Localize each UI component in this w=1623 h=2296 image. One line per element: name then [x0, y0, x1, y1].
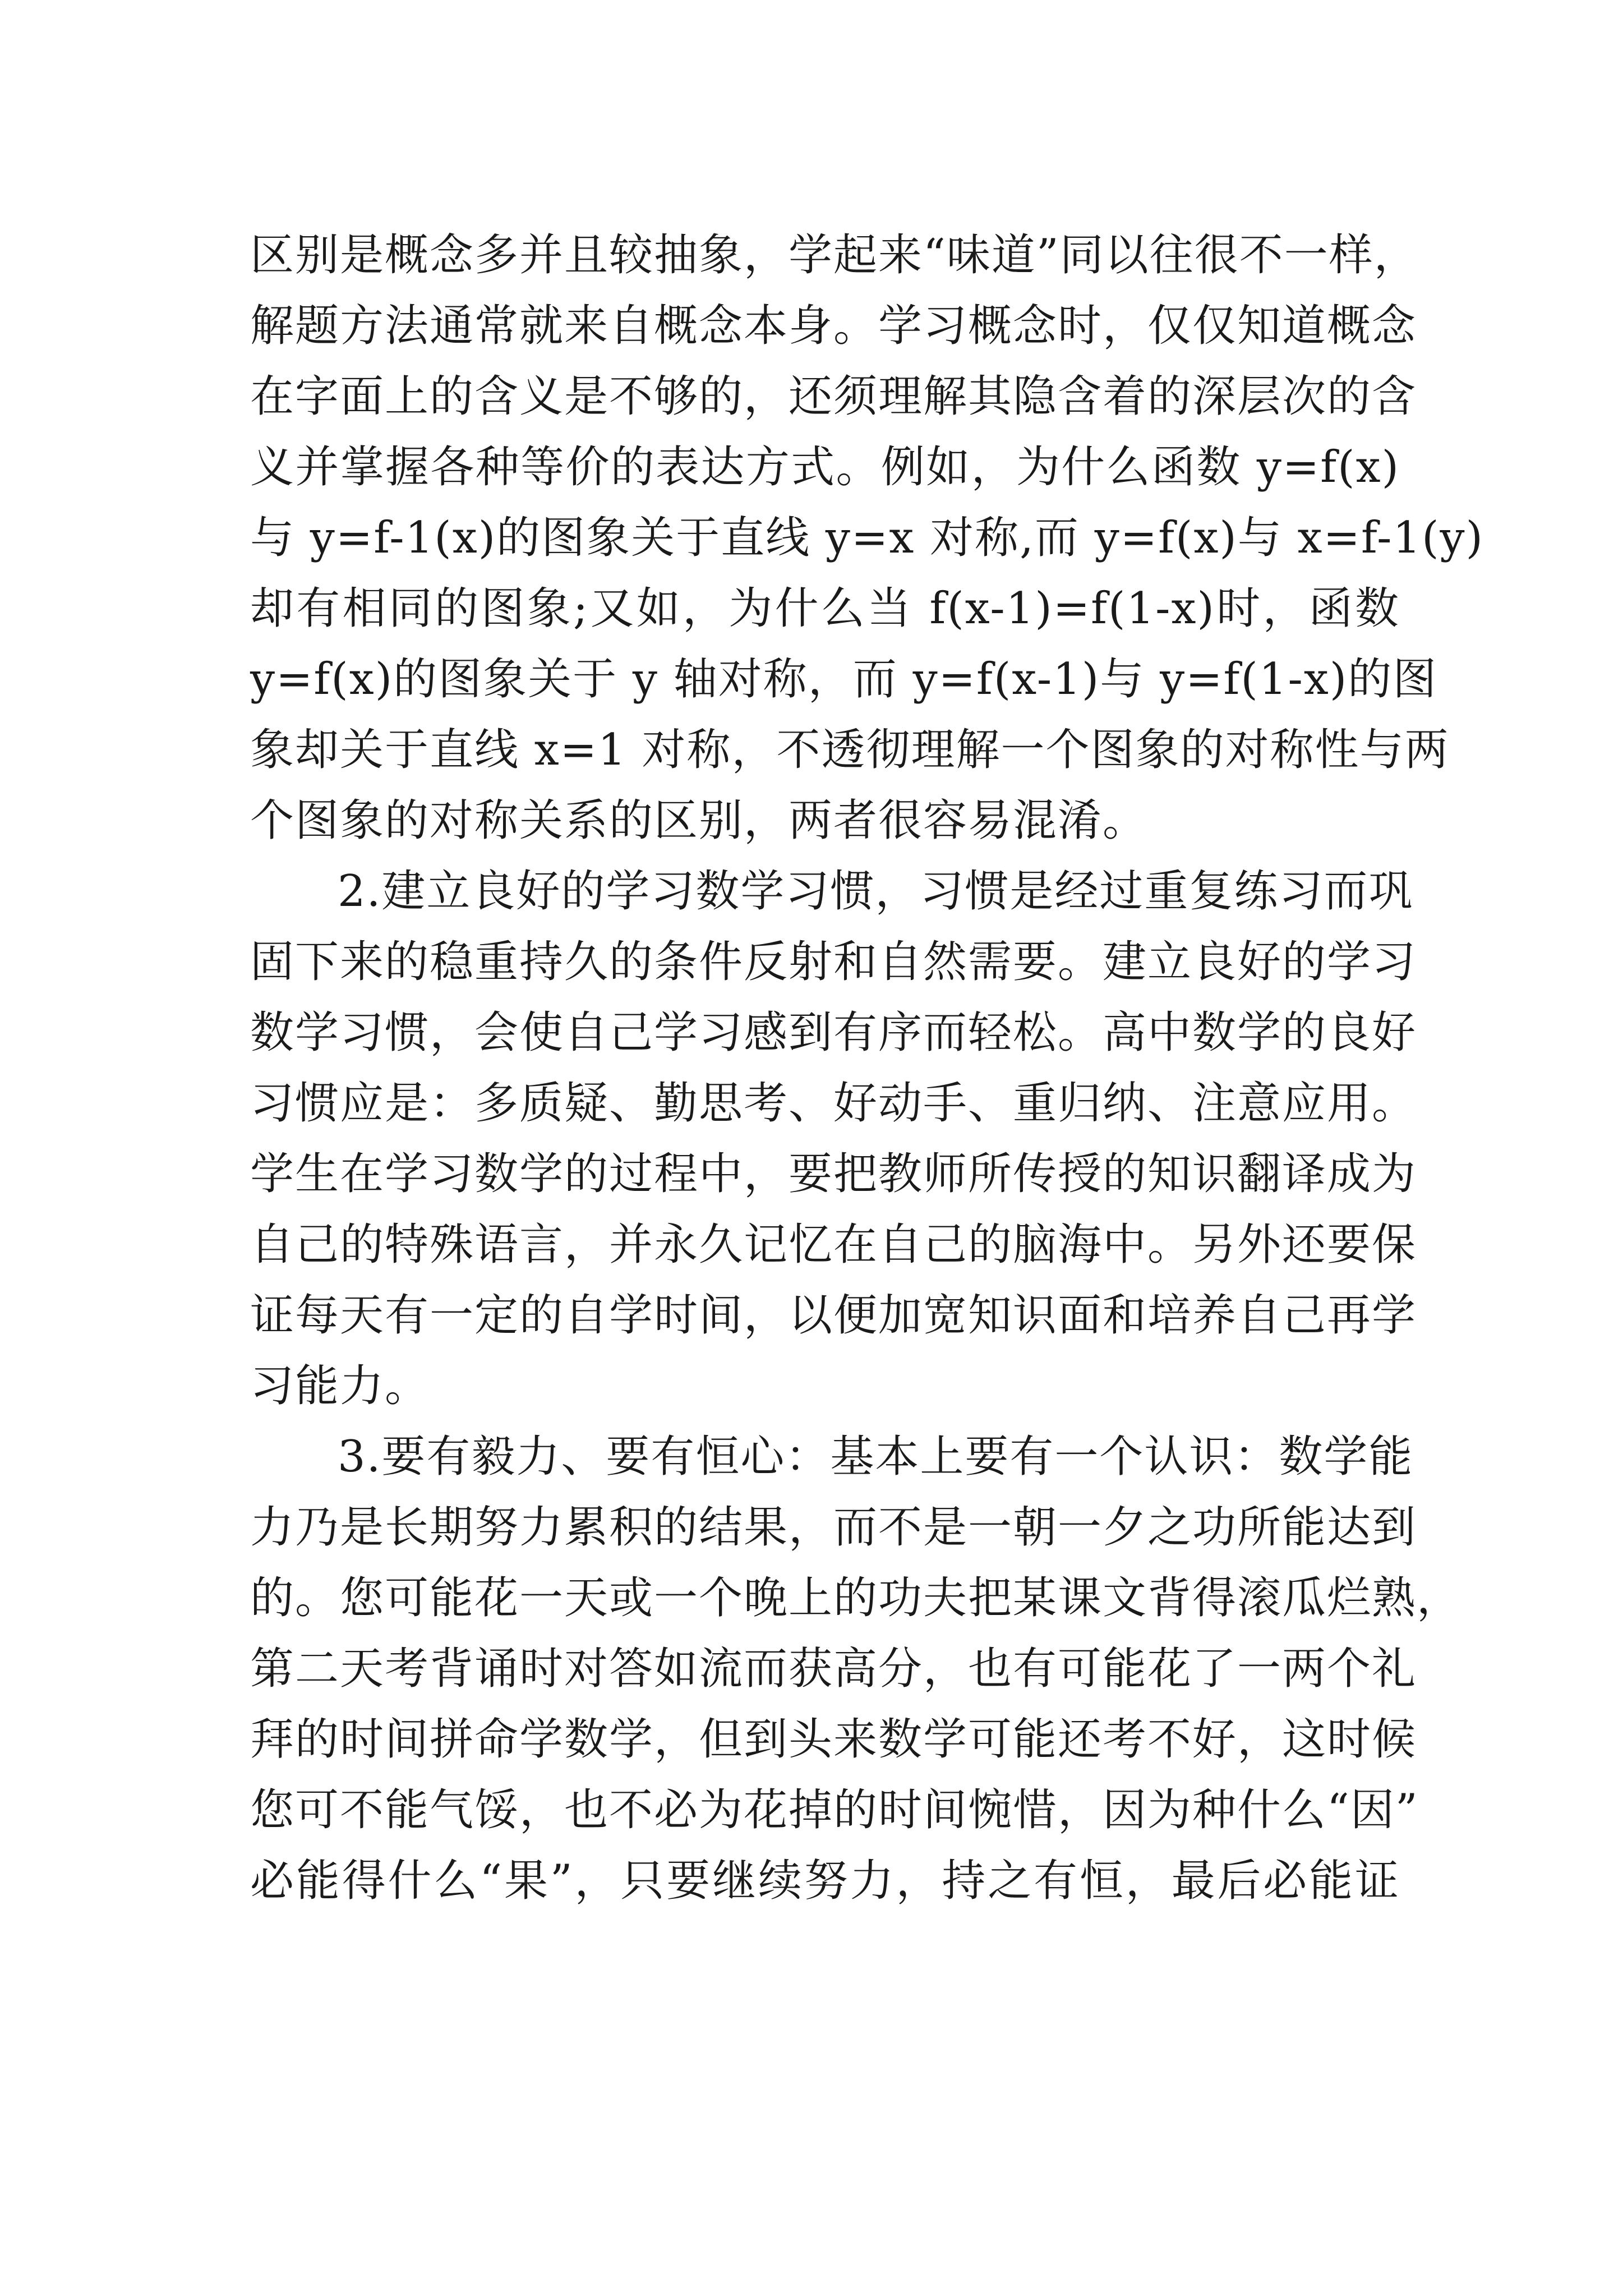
text-line: 区别是概念多并且较抽象，学起来“味道”同以往很不一样， — [250, 230, 1419, 280]
text-line: 象却关于直线 x=1 对称，不透彻理解一个图象的对称性与两 — [250, 725, 1450, 775]
text-line: 却有相同的图象;又如，为什么当 f(x-1)=f(1-x)时，函数 — [250, 583, 1400, 634]
text-line: y=f(x)的图象关于 y 轴对称，而 y=f(x-1)与 y=f(1-x)的图 — [250, 654, 1438, 705]
text-line: 学生在学习数学的过程中，要把教师所传授的知识翻译成为 — [250, 1149, 1417, 1199]
text-line: 解题方法通常就来自概念本身。学习概念时，仅仅知道概念 — [250, 301, 1417, 351]
text-line: 习能力。 — [250, 1361, 430, 1411]
text-line: 在字面上的含义是不够的，还须理解其隐含着的深层次的含 — [250, 371, 1417, 422]
text-line: 证每天有一定的自学时间，以便加宽知识面和培养自己再学 — [250, 1290, 1417, 1341]
text-line: 2.建立良好的学习数学习惯，习惯是经过重复练习而巩 — [338, 866, 1414, 917]
document-body — [250, 220, 1484, 1916]
text-line: 习惯应是：多质疑、勤思考、好动手、重归纳、注意应用。 — [250, 1078, 1417, 1129]
text-line: 拜的时间拼命学数学，但到头来数学可能还考不好，这时候 — [250, 1714, 1417, 1765]
text-line: 数学习惯，会使自己学习感到有序而轻松。高中数学的良好 — [250, 1007, 1417, 1058]
text-line: 力乃是长期努力累积的结果，而不是一朝一夕之功所能达到 — [250, 1502, 1417, 1553]
text-line: 的。您可能花一天或一个晚上的功夫把某课文背得滚瓜烂熟， — [250, 1573, 1462, 1623]
text-line: 自己的特殊语言，并永久记忆在自己的脑海中。另外还要保 — [250, 1220, 1417, 1270]
text-line: 固下来的稳重持久的条件反射和自然需要。建立良好的学习 — [250, 937, 1417, 987]
text-line: 个图象的对称关系的区别，两者很容易混淆。 — [250, 795, 1148, 846]
text-line: 与 y=f-1(x)的图象关于直线 y=x 对称,而 y=f(x)与 x=f-1(y) — [250, 513, 1484, 563]
text-line: 义并掌握各种等价的表达方式。例如，为什么函数 y=f(x) — [250, 442, 1400, 493]
text-line: 必能得什么“果”，只要继续努力，持之有恒，最后必能证 — [250, 1856, 1400, 1906]
text-line: 第二天考背诵时对答如流而获高分，也有可能花了一两个礼 — [250, 1644, 1417, 1694]
text-line: 3.要有毅力、要有恒心：基本上要有一个认识：数学能 — [338, 1432, 1414, 1482]
text-line: 您可不能气馁，也不必为花掉的时间惋惜，因为种什么“因” — [250, 1785, 1419, 1835]
